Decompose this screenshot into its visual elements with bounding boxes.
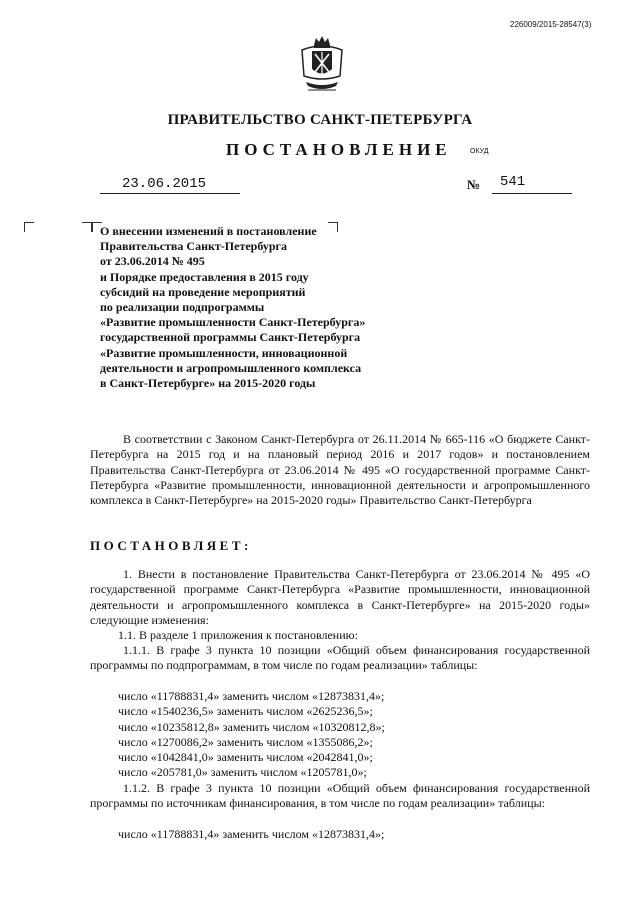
replacement-item: число «11788831,4» заменить числом «12873831,4»; — [118, 689, 385, 703]
replacement-item: число «10235812,8» заменить числом «10320812,8»; — [118, 719, 385, 734]
subject-line: «Развитие промышленности, инновационной — [100, 345, 348, 360]
subject-line: по реализации подпрограммы — [100, 300, 265, 315]
subject-block — [100, 224, 420, 391]
subject-line: О внесении изменений в постановление — [100, 224, 317, 238]
item-1-1-line — [90, 628, 590, 643]
number-sign: № — [467, 177, 481, 192]
document-number: 226009/2015-28547(3) — [510, 20, 592, 29]
subject-line: Правительства Санкт-Петербурга — [100, 239, 288, 254]
replacement-item: число «1270086,2» заменить числом «1355086,2»; — [118, 734, 373, 749]
replacement-item: число «1042841,0» заменить числом «2042841,0»; — [118, 750, 373, 765]
number-underline — [492, 193, 572, 194]
date-underline — [100, 193, 240, 194]
item-1-1-2-paragraph — [90, 781, 590, 812]
coat-of-arms-emblem — [296, 36, 348, 98]
replacement-item: число «11788831,4» заменить числом «12873831,4»; — [118, 827, 385, 841]
bracket-corner-mark — [24, 222, 34, 232]
item-1-1-1-paragraph — [90, 643, 590, 674]
item-1-1-2-text: 1.1.2. В графе 3 пункта 10 позиции «Общий объем финансирования государственной программы по источникам финансирования, в том числе по годам реализации» таблицы: — [90, 781, 590, 811]
item-1-text: 1. Внести в постановление Правительства Санкт-Петербурга от 23.06.2014 № 495 «О государственной программе Санкт-Петербурга «Развитие промышленности, инновационной деятельности и агропромышленного комплекса в Санкт-Петербурге» на 2015-2020 годы» следующие изменения: — [90, 567, 590, 627]
replacement-item: число «1540236,5» заменить числом «2625236,5»; — [118, 704, 373, 719]
resolves-heading: ПОСТАНОВЛЯЕТ: — [90, 538, 252, 553]
item-1-paragraph — [90, 567, 590, 628]
bracket-corner-mark — [82, 222, 92, 232]
document-type: ПОСТАНОВЛЕНИЕ — [226, 140, 452, 159]
subject-line: «Развитие промышленности Санкт-Петербурга» — [100, 315, 366, 330]
subject-line: государственной программы Санкт-Петербурга — [100, 330, 361, 345]
subject-line: в Санкт-Петербурге» на 2015-2020 годы — [100, 376, 316, 391]
subject-line: субсидий на проведение мероприятий — [100, 284, 306, 299]
document-number-value: 541 — [500, 174, 526, 190]
replacement-list-2 — [90, 827, 590, 842]
replacement-item: число «205781,0» заменить числом «1205781,0»; — [118, 765, 367, 780]
preamble-paragraph — [90, 432, 590, 508]
subject-line: от 23.06.2014 № 495 — [100, 254, 205, 269]
subject-line: и Порядке предоставления в 2015 году — [100, 269, 309, 284]
government-title: ПРАВИТЕЛЬСТВО САНКТ-ПЕТЕРБУРГА — [167, 112, 473, 128]
preamble-text: В соответствии с Законом Санкт-Петербурга от 26.11.2014 № 665-116 «О бюджете Санкт-Петербурга на 2015 год и на плановый период 2016 и 2017 годов» и постановлением Правительства Санкт-Петербурга от 23.06.2014 № 495 «О государственной программе Санкт-Петербурга «Развитие промышленности, инновационной деятельности и агропромышленного комплекса в Санкт-Петербурге» на 2015-2020 годы» Правительство Санкт-Петербурга — [90, 432, 590, 508]
replacement-list-1 — [90, 689, 590, 781]
subject-line: деятельности и агропромышленного комплекса — [100, 360, 362, 375]
item-1-1-text: 1.1. В разделе 1 приложения к постановлению: — [118, 628, 358, 642]
okud-label: ОКУД — [470, 148, 489, 155]
item-1-1-1-text: 1.1.1. В графе 3 пункта 10 позиции «Общий объем финансирования государственной программы по подпрограммам, в том числе по годам реализации» таблицы: — [90, 643, 590, 673]
document-date: 23.06.2015 — [122, 176, 207, 192]
